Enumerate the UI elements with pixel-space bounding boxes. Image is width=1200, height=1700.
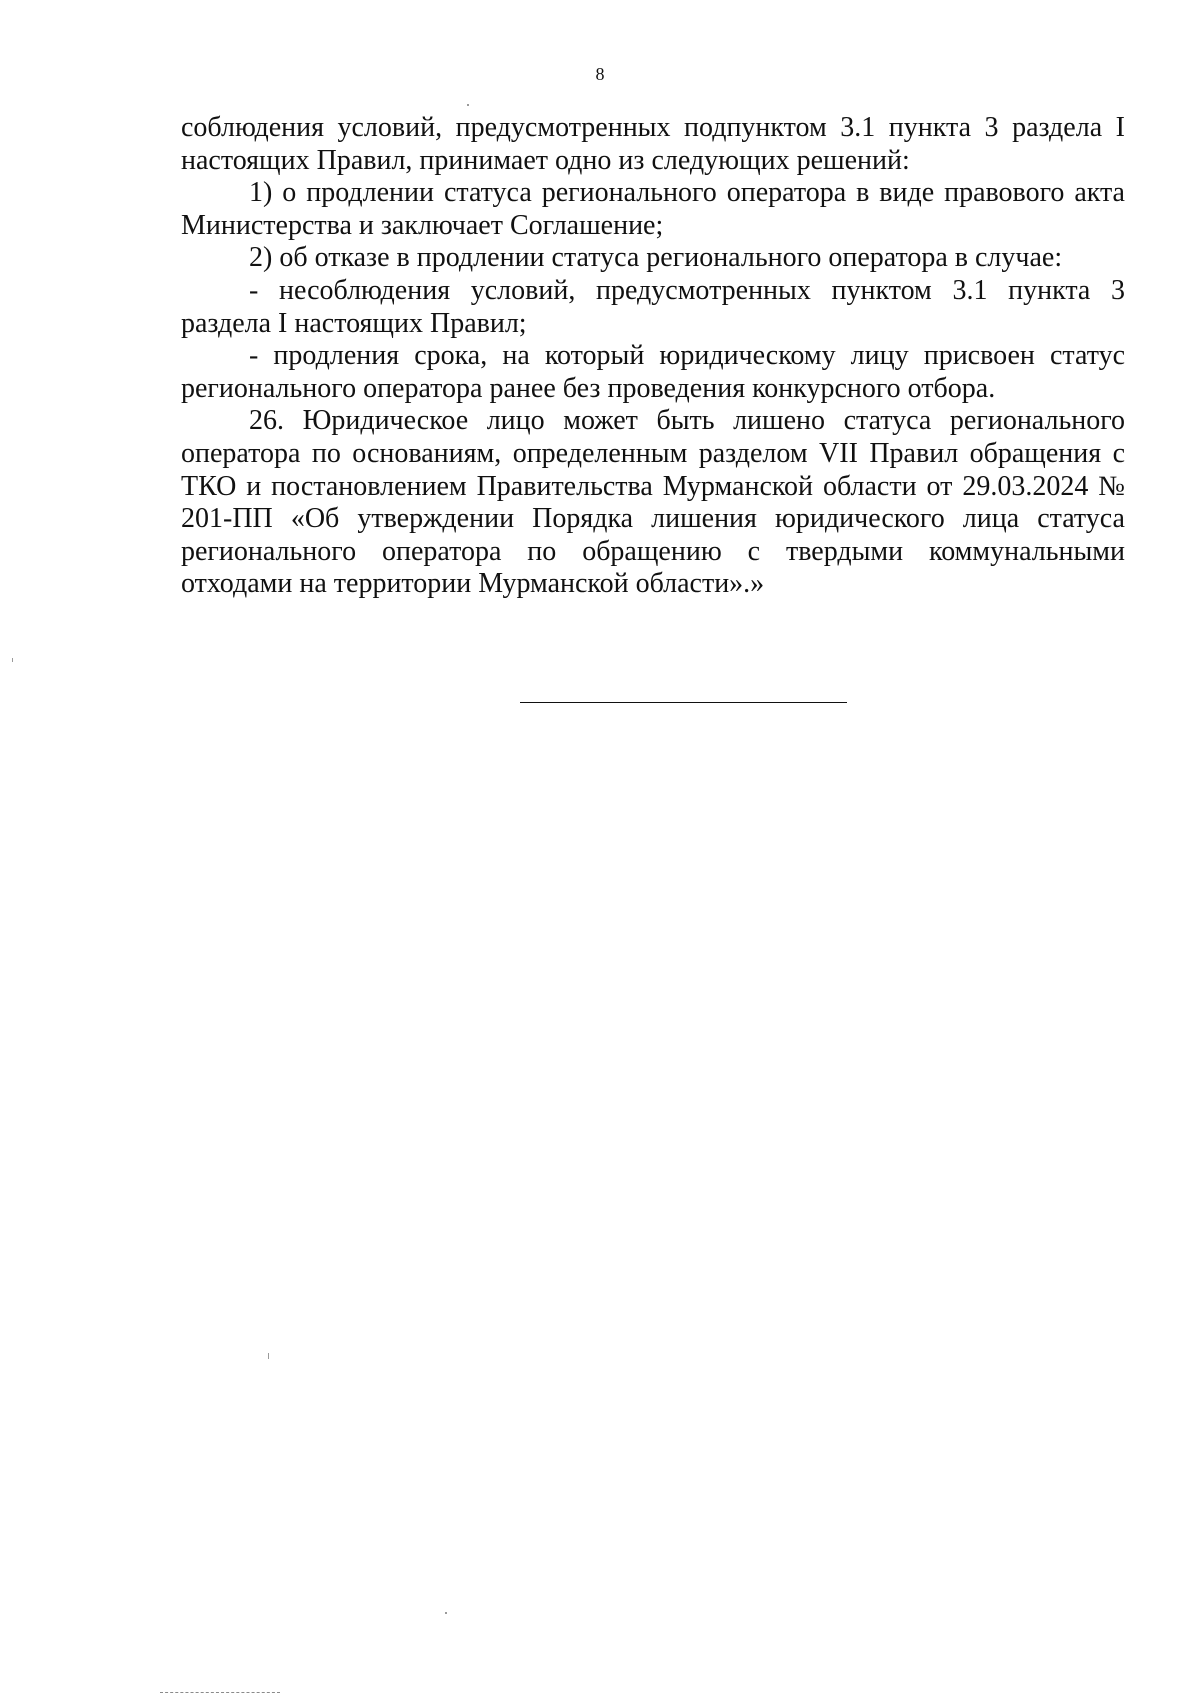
paragraph-bullet-2: - продления срока, на который юридическому лицу присвоен статус регионального оператора ранее без проведения конкурсного отбора.	[181, 340, 1125, 404]
page-number: 8	[595, 64, 605, 84]
scan-edge-marks	[160, 1692, 280, 1695]
end-of-text-rule	[520, 702, 847, 703]
document-body	[181, 112, 1125, 601]
paragraph-continuation: соблюдения условий, предусмотренных подпунктом 3.1 пункта 3 раздела I настоящих Правил, принимает одно из следующих решений:	[181, 112, 1125, 176]
scan-speck	[445, 1612, 447, 1614]
paragraph-decision-1: 1) о продлении статуса регионального оператора в виде правового акта Министерства и заключает Соглашение;	[181, 177, 1125, 241]
paragraph-item-26: 26. Юридическое лицо может быть лишено статуса регионального оператора по основаниям, определенным разделом VII Правил обращения с ТКО и постановлением Правительства Мурманской области от 29.03.2024 № 201-ПП «Об утверждении Порядка лишения юридического лица статуса регионального оператора по обращению с твердыми коммунальными отходами на территории Мурманской области».»	[181, 405, 1125, 600]
scan-speck	[12, 658, 13, 662]
scan-speck	[268, 1353, 269, 1359]
scan-speck	[467, 104, 469, 106]
paragraph-decision-2: 2) об отказе в продлении статуса регионального оператора в случае:	[249, 242, 1063, 274]
paragraph-bullet-1: - несоблюдения условий, предусмотренных пунктом 3.1 пункта 3 раздела I настоящих Правил;	[181, 274, 1125, 339]
